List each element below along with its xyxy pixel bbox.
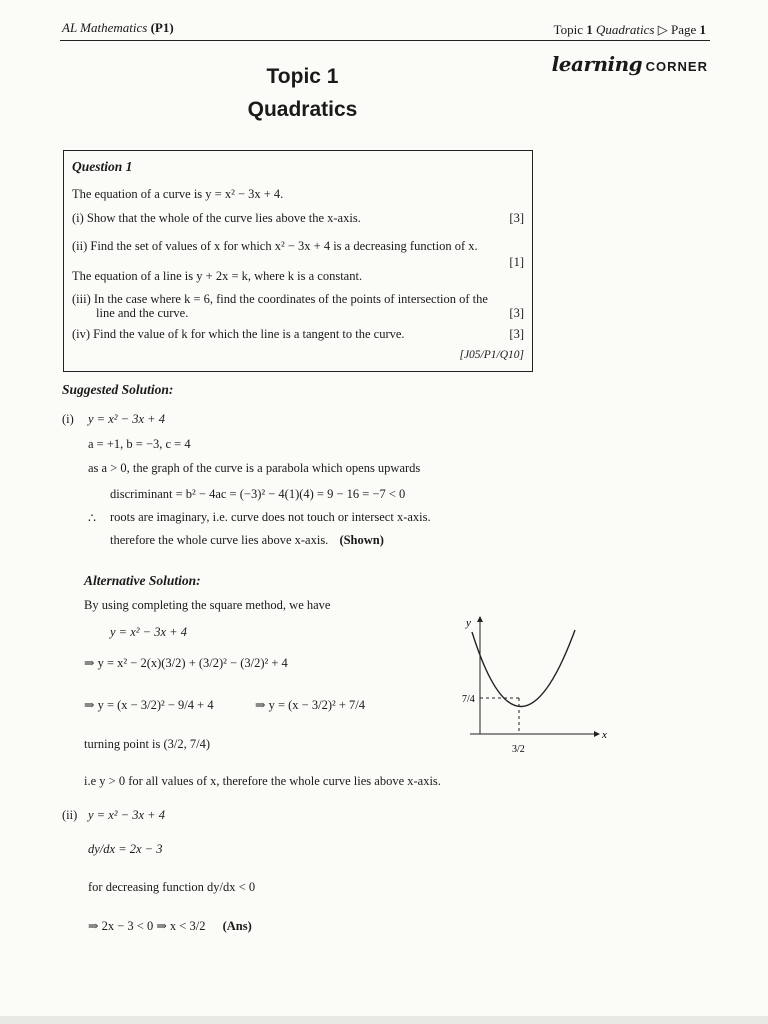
y-axis-arrow-icon (477, 616, 483, 622)
page-bottom-edge (0, 1016, 768, 1024)
alt-eq-2: ⇒ y = x² − 2(x)(3/2) + (3/2)² − (3/2)² + 4 (84, 656, 288, 670)
topic-name: Quadratics (595, 22, 655, 37)
alt-solution-heading: Alternative Solution: (84, 573, 201, 588)
arrow-icon: ▷ (657, 22, 668, 37)
sol-i-eq: y = x² − 3x + 4 (88, 412, 165, 426)
alt-intro: By using completing the square method, we have (84, 598, 331, 612)
page-label: Page (670, 22, 697, 37)
brand-logo (552, 52, 708, 76)
y-tick-label: 7/4 (462, 694, 475, 705)
question-part-iii-b (72, 306, 524, 321)
question-intro: The equation of a curve is y = x² − 3x + 4. (72, 187, 284, 201)
question-part-i (72, 211, 524, 226)
sol-ii-decreasing: for decreasing function dy/dx < 0 (88, 880, 256, 894)
topic-number: 1 (586, 22, 593, 37)
sol-ii-derivative: dy/dx = 2x − 3 (88, 842, 163, 856)
shown-tag: (Shown) (339, 533, 384, 547)
header-rule (60, 40, 710, 41)
paper-code: (P1) (150, 20, 174, 35)
x-axis-arrow-icon (594, 731, 600, 737)
sol-ii-final (88, 918, 252, 934)
therefore-symbol: ∴ (88, 511, 96, 525)
question-reference: [J05/P1/Q10] (459, 349, 524, 361)
x-tick-label: 3/2 (512, 744, 525, 755)
alt-ie: i.e y > 0 for all values of x, therefore the whole curve lies above x-axis. (84, 774, 441, 788)
final-inequality: ⇒ 2x − 3 < 0 ⇒ x < 3/2 (88, 919, 206, 933)
sol-i-label: (i) (62, 412, 74, 426)
question-heading: Question 1 (72, 159, 133, 174)
title-topic: Topic 1 (266, 65, 339, 88)
part-iii-mark: [3] (509, 306, 524, 320)
solution-heading: Suggested Solution: (62, 382, 174, 397)
question-box (63, 150, 533, 372)
page-number: 1 (699, 22, 706, 37)
page-title (240, 60, 365, 126)
sol-i-discriminant: discriminant = b² − 4ac = (−3)² − 4(1)(4) = 9 − 16 = −7 < 0 (110, 487, 406, 501)
part-i-mark: [3] (509, 211, 524, 225)
question-part-ii: (ii) Find the set of values of x for which x² − 3x + 4 is a decreasing function of x. (72, 239, 478, 253)
answer-tag: (Ans) (222, 919, 252, 933)
course-title: AL Mathematics (62, 20, 148, 35)
alt-eq-1: y = x² − 3x + 4 (110, 625, 187, 639)
question-part-iv (72, 327, 524, 342)
sol-ii-eq: y = x² − 3x + 4 (88, 808, 165, 822)
alt-turning-point: turning point is (3/2, 7/4) (84, 737, 211, 751)
parabola-curve (472, 630, 575, 707)
y-axis-label: y (466, 617, 471, 629)
question-line-eq: The equation of a line is y + 2x = k, where k is a constant. (72, 269, 363, 283)
part-iii-b-text: line and the curve. (96, 306, 189, 320)
sol-i-coeffs: a = +1, b = −3, c = 4 (88, 437, 191, 451)
part-iv-mark: [3] (509, 327, 524, 341)
title-subject: Quadratics (247, 98, 358, 121)
sol-i-conclusion (110, 533, 384, 548)
topic-prefix: Topic (553, 22, 583, 37)
question-part-iii-a: (iii) In the case where k = 6, find the coordinates of the points of intersection of the (72, 292, 488, 306)
conclusion-text: therefore the whole curve lies above x-axis. (110, 533, 329, 547)
sol-i-as: as a > 0, the graph of the curve is a parabola which opens upwards (88, 461, 421, 475)
header-right (554, 22, 706, 38)
part-i-text: (i) Show that the whole of the curve lies above the x-axis. (72, 211, 361, 225)
part-ii-mark: [1] (509, 255, 524, 269)
sol-ii-label: (ii) (62, 808, 78, 822)
sol-i-roots: roots are imaginary, i.e. curve does not touch or intersect x-axis. (110, 510, 431, 524)
header-left (62, 20, 174, 36)
alt-eq-3b: ⇒ y = (x − 3/2)² + 7/4 (255, 698, 366, 712)
logo-script: learning (551, 52, 643, 76)
alt-eq-3a: ⇒ y = (x − 3/2)² − 9/4 + 4 (84, 698, 214, 712)
part-iv-text: (iv) Find the value of k for which the line is a tangent to the curve. (72, 327, 405, 341)
parabola-graph (462, 612, 612, 762)
x-axis-label: x (602, 729, 607, 741)
logo-word: CORNER (645, 59, 708, 74)
